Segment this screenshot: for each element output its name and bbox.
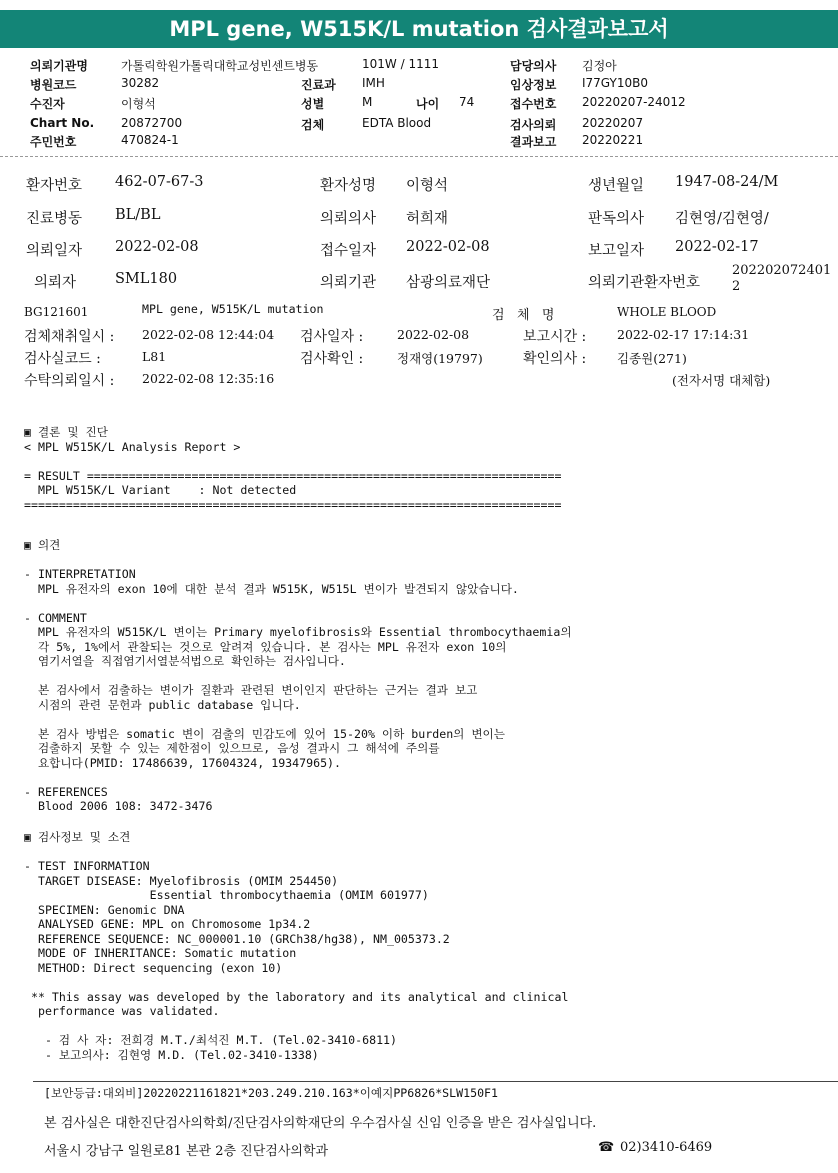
header-value: 20872700 xyxy=(121,116,183,130)
confirm-value: 정재영(19797) xyxy=(397,351,483,366)
patient-field-label: 의뢰자 xyxy=(34,275,77,291)
patient-field-value: 허희재 xyxy=(406,211,449,227)
header-divider xyxy=(0,156,838,157)
certification-text: 본 검사실은 대한진단검사의학회/진단검사의학재단의 우수검사실 신임 인증을 받은 검사실입니다. xyxy=(44,1116,597,1131)
patient-field-value: SML180 xyxy=(115,271,178,287)
opinion-section: ▣ 의견 - INTERPRETATION MPL 유전자의 exon 10에 대한 분석 결과 W515K, W515L 변이가 발견되지 않았습니다. - COMMENT MPL 유전자의 W515K/L 변이는 Primary myelofibrosis와 Essential thrombocythaemia의 각 5%, 1%에서 관찰되는 것으로 알려져 있습니다. 본 검사는 MPL 유전자 exon 10의 염기서열을 직접염기서열분석법으로 확인하는 검사입니다. 본 검사에서 검출하는 변이가 질환과 관련된 변이인지 판단하는 근거는 결과 보고 시점의 관련 문헌과 public database 입니다. 본 검사 방법은 somatic 변이 검출의 민감도에 있어 15-20% 이하 burden의 변이는 검출하지 못할 수 있는 제한점이 있으므로, 음성 결과시 그 해석에 주의를 요합니다(PMID: 17486639, 17604324, 19347965). - REFERENCES Blood 2006 108: 3472-3476 xyxy=(24,538,572,813)
header-label: 의뢰기관명 xyxy=(30,59,88,73)
room-label: 검사실코드 : xyxy=(24,351,101,367)
header-label: 접수번호 xyxy=(510,97,557,111)
header-label: Chart No. xyxy=(30,116,95,130)
test-code: BG121601 xyxy=(24,305,89,319)
patient-field-label: 의뢰의사 xyxy=(320,211,377,227)
header-label: 임상정보 xyxy=(510,78,557,92)
patient-field-value: 김현영/김현영/ xyxy=(675,211,769,227)
patient-field-value: 462-07-67-3 xyxy=(115,174,204,190)
doctor-value: 김종원(271) xyxy=(617,351,687,366)
patient-field-label: 보고일자 xyxy=(588,243,645,259)
testdate-label: 검사일자 : xyxy=(300,329,364,345)
header-value: I77GY10B0 xyxy=(582,76,648,90)
patient-field-label: 의뢰일자 xyxy=(26,243,83,259)
header-label: 병원코드 xyxy=(30,78,77,92)
patient-field-label: 환자성명 xyxy=(320,178,377,194)
patient-field-label: 의뢰기관 xyxy=(320,275,377,291)
patient-field-value: 삼광의료재단 xyxy=(406,275,491,291)
age-label: 나이 xyxy=(416,97,440,111)
specimen-label: 검 체 명 xyxy=(492,308,555,323)
lab-phone: 02)3410-6469 xyxy=(620,1140,713,1155)
patient-field-label: 판독의사 xyxy=(588,211,645,227)
header-value: 470824-1 xyxy=(121,133,179,147)
patient-field-value: 2022-02-08 xyxy=(406,239,490,255)
patient-field-label: 의뢰기관환자번호 xyxy=(588,275,701,291)
header-value: 20220221 xyxy=(582,133,644,147)
header-label: 수진자 xyxy=(30,97,65,111)
specimen-value: WHOLE BLOOD xyxy=(617,305,717,319)
header-label: 결과보고 xyxy=(510,135,557,149)
header-label: 검체 xyxy=(301,118,325,132)
header-value: 101W / 1111 xyxy=(362,57,439,71)
report-title: MPL gene, W515K/L mutation 검사결과보고서 xyxy=(0,10,838,48)
doctor-label: 확인의사 : xyxy=(523,351,587,367)
header-value: 20220207-24012 xyxy=(582,95,686,109)
patient-field-value: 1947-08-24/M xyxy=(675,174,779,190)
conclusion-section: ▣ 결론 및 진단 < MPL W515K/L Analysis Report > = RESULT ==================================================================== MPL W515K/L Variant : Not detected ============================================================================= xyxy=(24,425,562,512)
header-value: 가톨릭학원가톨릭대학교성빈센트병동 xyxy=(121,59,319,73)
header-value: 김정아 xyxy=(582,59,617,73)
patient-field-value: BL/BL xyxy=(115,207,161,223)
header-label: 주민번호 xyxy=(30,135,77,149)
age-value: 74 xyxy=(459,95,475,109)
header-value: 20220207 xyxy=(582,116,644,130)
header-value: IMH xyxy=(362,76,385,90)
header-value: M xyxy=(362,95,373,109)
security-line: [보안등급:대외비]20220221161821*203.249.210.163*이예지PP6826*SLW150F1 xyxy=(44,1086,499,1100)
test-name: MPL gene, W515K/L mutation xyxy=(142,302,324,316)
footer-divider xyxy=(33,1081,838,1082)
patient-field-label: 진료병동 xyxy=(26,211,83,227)
room-value: L81 xyxy=(142,349,167,364)
patient-field-label: 환자번호 xyxy=(26,178,83,194)
patient-field-value: 2022-02-17 xyxy=(675,239,759,255)
outsource-label: 수탁의뢰일시 : xyxy=(24,373,115,389)
lab-address: 서울시 강남구 일원로81 본관 2층 진단검사의학과 xyxy=(44,1144,329,1159)
patient-field-label: 생년월일 xyxy=(588,178,645,194)
reporttime-value: 2022-02-17 17:14:31 xyxy=(617,327,750,342)
phone-icon: ☎ xyxy=(598,1140,615,1155)
header-label: 검사의뢰 xyxy=(510,118,557,132)
testdate-value: 2022-02-08 xyxy=(397,327,470,342)
test-info-section: ▣ 검사정보 및 소견 - TEST INFORMATION TARGET DISEASE: Myelofibrosis (OMIM 254450) Essential thrombocythaemia (OMIM 601977) SPECIMEN: Genomic DNA ANALYSED GENE: MPL on Chromosome 1p34.2 REFERENCE SEQUENCE: NC_000001.10 (GRCh38/hg38), NM_005373.2 MODE OF INHERITANCE: Somatic mutation METHOD: Direct sequencing (exon 10) ** This assay was developed by the laboratory and its analytical and clinical performance was validated. - 검 사 자: 전희경 M.T./최석진 M.T. (Tel.02-3410-6811) - 보고의사: 김현영 M.D. (Tel.02-3410-1338) xyxy=(24,830,569,1062)
patient-field-label: 접수일자 xyxy=(320,243,377,259)
confirm-label: 검사확인 : xyxy=(300,351,364,367)
header-value: 30282 xyxy=(121,76,160,90)
patient-field-value: 202202072401 2 xyxy=(732,263,832,294)
patient-field-value: 2022-02-08 xyxy=(115,239,199,255)
collect-label: 검체채취일시 : xyxy=(24,329,115,345)
header-value: EDTA Blood xyxy=(362,116,432,130)
reporttime-label: 보고시간 : xyxy=(523,329,587,345)
header-label: 성별 xyxy=(301,97,325,111)
esign-note: (전자서명 대체함) xyxy=(672,373,771,388)
collect-value: 2022-02-08 12:44:04 xyxy=(142,327,275,342)
header-value: 이형석 xyxy=(121,97,156,111)
header-label: 담당의사 xyxy=(510,59,557,73)
header-label: 진료과 xyxy=(301,78,336,92)
outsource-value: 2022-02-08 12:35:16 xyxy=(142,371,275,386)
patient-field-value: 이형석 xyxy=(406,178,449,194)
